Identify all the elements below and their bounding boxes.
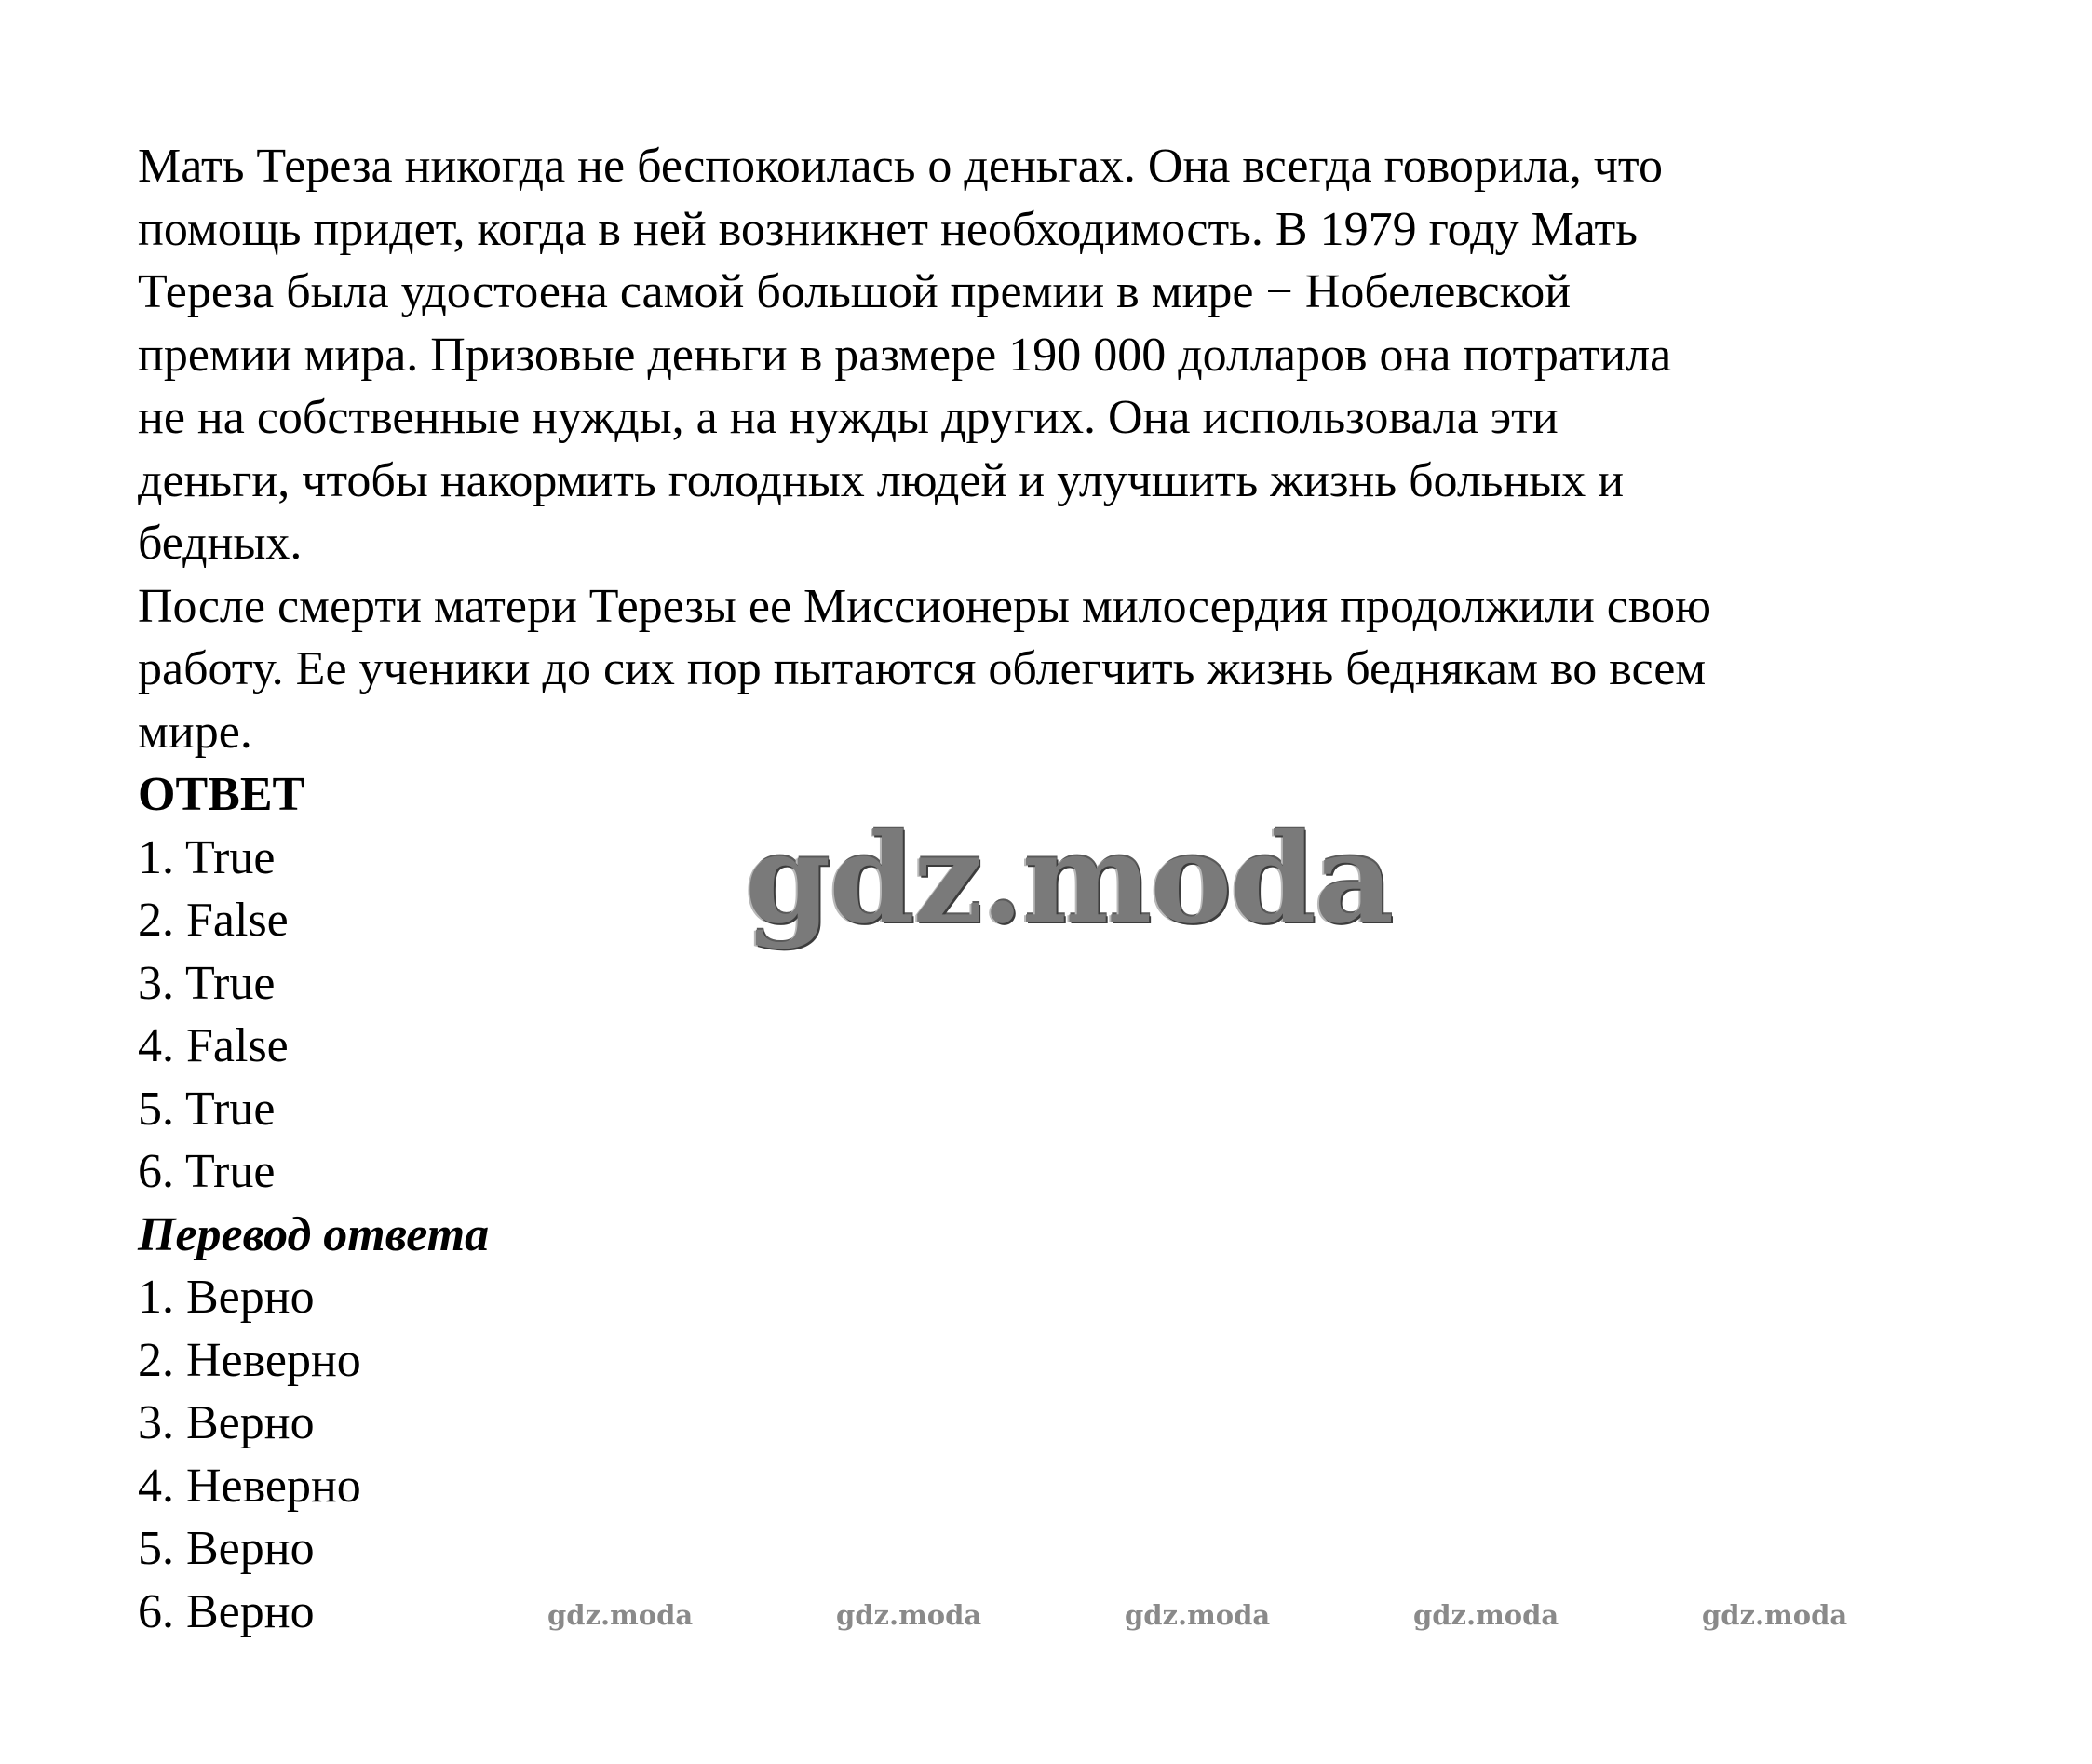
text-line: премии мира. Призовые деньги в размере 190 000 долларов она потратила [138,328,1672,382]
watermark-small: gdz.moda [1413,1599,1559,1631]
text-line: помощь придет, когда в ней возникнет необходимость. В 1979 году Мать [138,202,1638,256]
paragraph-1 [138,135,2000,575]
watermark-small: gdz.moda [836,1599,982,1631]
text-line: не на собственные нужды, а на нужды других. Она использовала эти [138,391,1559,444]
text-line: бедных. [138,517,303,570]
watermark-small: gdz.moda [547,1599,694,1631]
watermark-row [0,1598,2092,1636]
text-line: мире. [138,705,252,759]
translation-item: 1. Верно [138,1271,315,1324]
translation-item: 4. Неверно [138,1459,361,1513]
translation-heading: Перевод ответа [138,1207,490,1261]
translation-item: 2. Неверно [138,1333,361,1387]
watermark-small: gdz.moda [1702,1599,1848,1631]
answer-item: 6. True [138,1145,276,1198]
paragraph-2 [138,575,2000,764]
text-line: работу. Ее ученики до сих пор пытаются облегчить жизнь беднякам во всем [138,642,1707,695]
watermark-small: gdz.moda [1125,1599,1271,1631]
translation-item: 5. Верно [138,1522,315,1575]
text-line: После смерти матери Терезы ее Миссионеры милосердия продолжили свою [138,579,1711,633]
answer-item: 4. False [138,1019,289,1072]
watermark-large: gdz.moda [745,807,1393,951]
text-line: Тереза была удостоена самой большой премии в мире − Нобелевской [138,265,1572,318]
translation-list [138,1266,2000,1643]
text-line: Мать Тереза никогда не беспокоилась о деньгах. Она всегда говорила, что [138,140,1663,193]
translation-item: 3. Верно [138,1396,315,1449]
answer-heading: ОТВЕТ [138,768,305,821]
translation-item: 6. Верно [138,1584,315,1638]
answer-item: 5. True [138,1082,276,1136]
answer-item: 2. False [138,894,289,947]
answer-item: 1. True [138,830,276,884]
answer-item: 3. True [138,956,276,1010]
text-line: деньги, чтобы накормить голодных людей и улучшить жизнь больных и [138,453,1625,507]
